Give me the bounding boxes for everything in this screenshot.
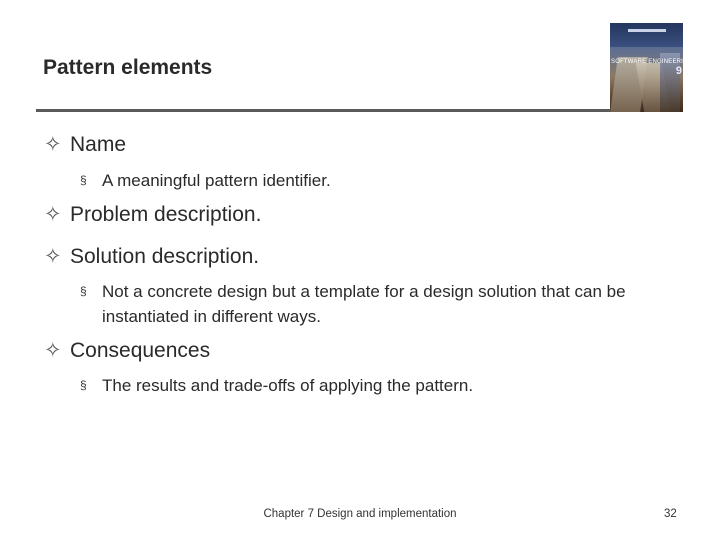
cover-edition: 9	[675, 65, 682, 77]
cover-book-title: SOFTWARE ENGINEERING	[611, 59, 693, 65]
bullet-icon: ✧	[44, 245, 62, 268]
sub-bullet-icon: §	[80, 284, 87, 298]
bullet-item	[44, 202, 261, 227]
bullet-text: Name	[70, 133, 127, 156]
sub-bullet-item	[80, 168, 662, 193]
sub-bullet-text: A meaningful pattern identifier.	[102, 171, 331, 190]
cover-top-band	[610, 23, 683, 47]
sub-bullet-icon: §	[80, 378, 87, 392]
bullet-item	[44, 244, 259, 269]
sub-bullet-item	[80, 373, 662, 398]
sub-bullet-icon: §	[80, 173, 87, 187]
cover-author-strip	[628, 29, 666, 32]
footer-chapter: Chapter 7 Design and implementation	[263, 508, 457, 520]
title-divider	[36, 109, 610, 112]
slide-title: Pattern elements	[43, 56, 213, 79]
sub-bullet-text: The results and trade-offs of applying the pattern.	[102, 376, 474, 395]
sub-bullet-item	[80, 279, 662, 329]
bullet-text: Consequences	[70, 339, 211, 362]
bullet-item	[44, 132, 126, 157]
bullet-icon: ✧	[44, 339, 62, 362]
sub-bullet-text: Not a concrete design but a template for a design solution that can be instantiated in different ways.	[102, 282, 626, 326]
bullet-icon: ✧	[44, 133, 62, 156]
page-number: 32	[664, 508, 677, 520]
bullet-icon: ✧	[44, 203, 62, 226]
bullet-text: Solution description.	[70, 245, 260, 268]
bullet-text: Problem description.	[70, 203, 262, 226]
book-cover-image	[610, 23, 693, 112]
bullet-item	[44, 338, 210, 363]
